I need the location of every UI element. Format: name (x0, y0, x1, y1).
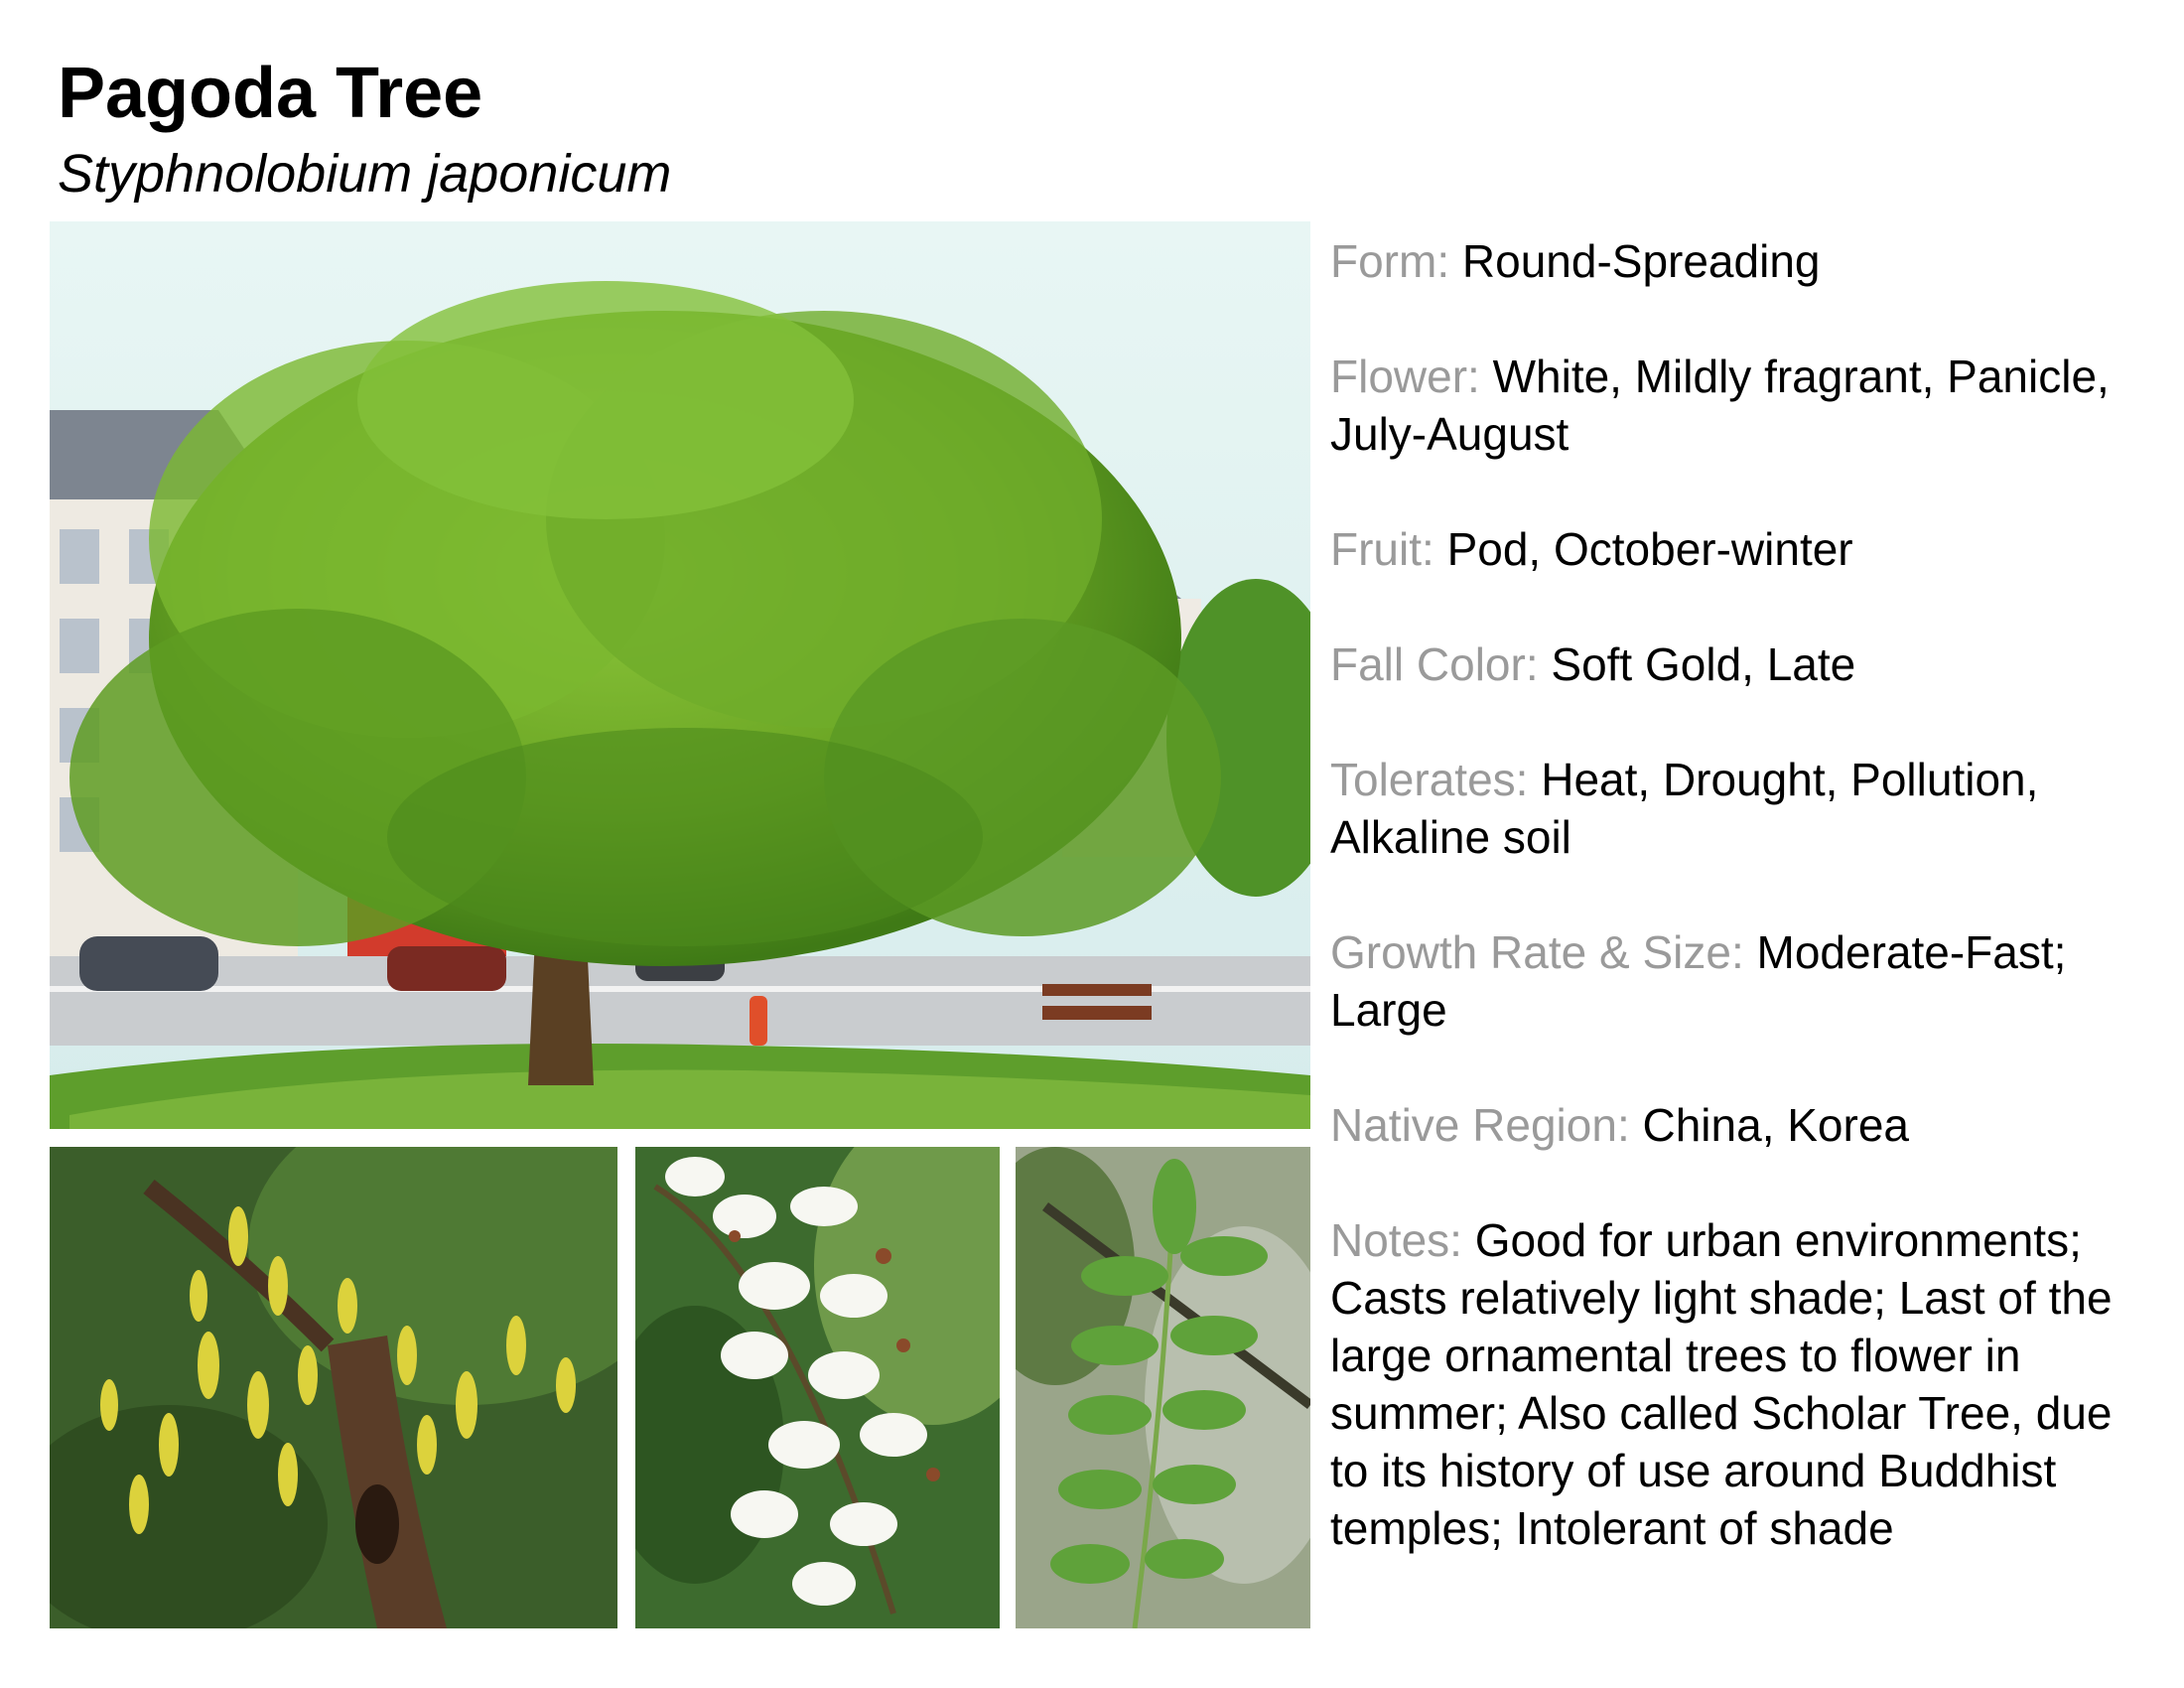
fact-label: Native Region: (1330, 1099, 1630, 1151)
fact-label: Flower: (1330, 351, 1480, 402)
fact-fall-color (1330, 635, 2144, 693)
fact-growth-rate-size (1330, 923, 2144, 1039)
fact-value: Moderate-Fast; Large (1330, 926, 2067, 1036)
fact-label: Notes: (1330, 1214, 1462, 1266)
fact-label: Form: (1330, 235, 1450, 287)
fact-label: Tolerates: (1330, 754, 1529, 805)
fact-tolerates (1330, 751, 2144, 866)
scientific-name: Styphnolobium japonicum (58, 144, 672, 204)
fact-notes (1330, 1211, 2144, 1557)
fact-value: China, Korea (1642, 1099, 1909, 1151)
fact-form (1330, 232, 2144, 290)
fact-fruit (1330, 520, 2144, 578)
fact-value: White, Mildly fragrant, Panicle, July-August (1330, 351, 2110, 460)
facts-list (1330, 232, 2144, 1615)
tree-photo (50, 221, 1310, 1129)
page-title: Pagoda Tree (58, 54, 483, 133)
fact-native-region (1330, 1096, 2144, 1154)
leaves-photo (1016, 1147, 1310, 1628)
fact-label: Fruit: (1330, 523, 1434, 575)
fact-flower (1330, 348, 2144, 463)
fact-value: Heat, Drought, Pollution, Alkaline soil (1330, 754, 2039, 863)
fact-label: Growth Rate & Size: (1330, 926, 1744, 978)
fact-value: Good for urban environments; Casts relatively light shade; Last of the large ornamental trees to flower in summer; Also called Scholar Tree, due to its history of use around Buddhist temples; Intolerant of shade (1330, 1214, 2113, 1554)
fact-value: Pod, October-winter (1446, 523, 1853, 575)
seed-pods-photo (50, 1147, 617, 1628)
fact-value: Soft Gold, Late (1551, 638, 1856, 690)
fact-label: Fall Color: (1330, 638, 1539, 690)
flowers-photo (635, 1147, 1000, 1628)
fact-value: Round-Spreading (1461, 235, 1821, 287)
